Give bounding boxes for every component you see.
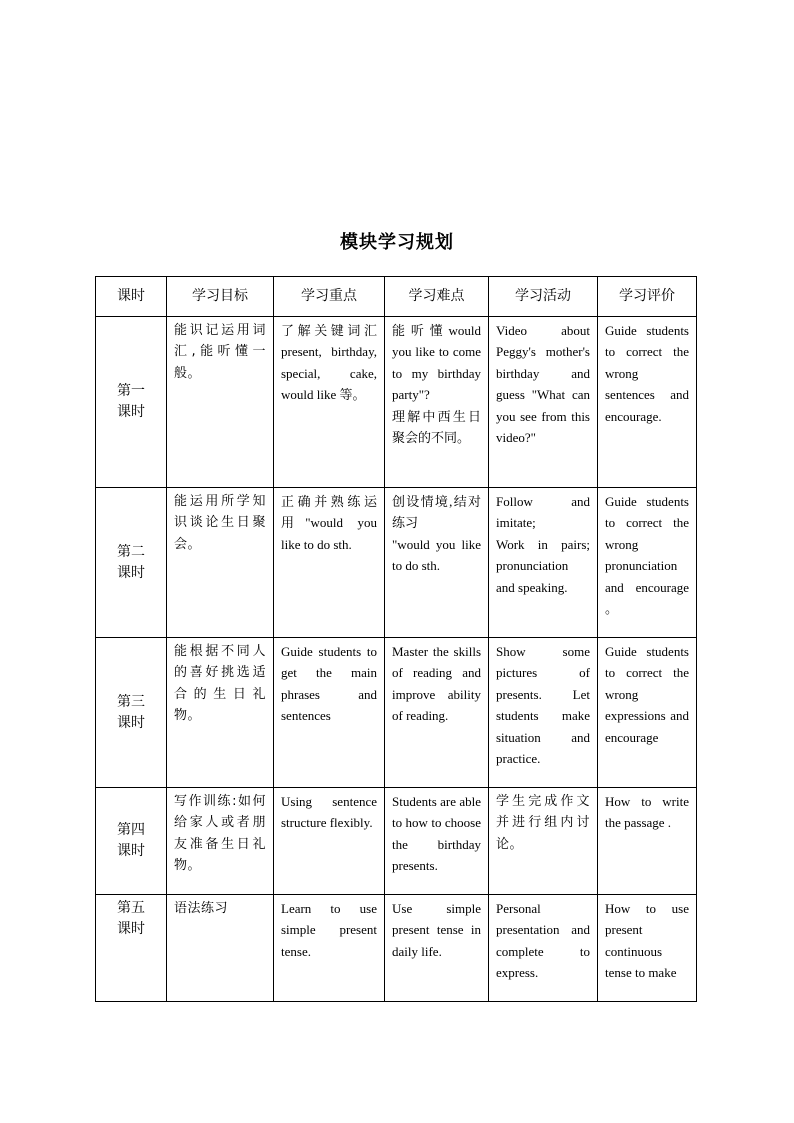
period-label: 第二 课时 <box>117 543 145 581</box>
header-evaluation: 学习评价 <box>598 277 697 317</box>
period-label: 第四 课时 <box>117 822 145 859</box>
study-plan-table <box>95 276 697 1002</box>
header-activity: 学习活动 <box>489 277 598 317</box>
table-row <box>96 488 697 638</box>
focus-cell <box>274 788 385 895</box>
focus-cell <box>274 638 385 788</box>
header-difficulty: 学习难点 <box>385 277 489 317</box>
period-cell <box>96 317 167 488</box>
goal-cell <box>167 788 274 895</box>
evaluation-cell <box>598 788 697 895</box>
difficulty-text: 能听懂would you like to come to my birthday party"? 理解中西生日聚会的不同。 <box>392 323 481 446</box>
goal-text: 能根据不同人的喜好挑选适合的生日礼物。 <box>174 644 266 724</box>
period-cell <box>96 488 167 638</box>
table-row <box>96 788 697 895</box>
evaluation-text: How to use present continuous tense to make <box>605 901 689 981</box>
evaluation-text: How to write the passage . <box>605 794 689 831</box>
focus-cell <box>274 488 385 638</box>
goal-text: 能运用所学知识谈论生日聚会。 <box>174 494 266 552</box>
focus-text: 正确并熟练运用"would you like to do sth. <box>281 494 377 552</box>
goal-text: 语法练习 <box>174 901 229 916</box>
evaluation-cell <box>598 638 697 788</box>
focus-cell <box>274 317 385 488</box>
period-label: 第一 课时 <box>117 383 145 420</box>
focus-text: Guide students to get the main phrases and sentences <box>281 644 377 724</box>
table-header-row <box>96 277 697 317</box>
page-title: 模块学习规划 <box>340 232 454 253</box>
goal-text: 写作训练:如何给家人或者朋友准备生日礼物。 <box>174 794 266 874</box>
activity-text: Video about Peggy's mother's birthday and guess "What can you see from this video?" <box>496 323 590 446</box>
evaluation-cell <box>598 895 697 1002</box>
activity-cell <box>489 488 598 638</box>
evaluation-cell <box>598 488 697 638</box>
goal-cell <box>167 638 274 788</box>
difficulty-text: 创设情境,结对练习 "would you like to do sth. <box>392 494 481 574</box>
goal-cell <box>167 317 274 488</box>
period-cell <box>96 895 167 1002</box>
activity-cell <box>489 895 598 1002</box>
difficulty-cell <box>385 788 489 895</box>
activity-text: Show some pictures of presents. Let students make situation and practice. <box>496 644 590 767</box>
evaluation-cell <box>598 317 697 488</box>
table-row <box>96 317 697 488</box>
focus-text: Using sentence structure flexibly. <box>281 794 377 831</box>
activity-text: Personal presentation and complete to express. <box>496 901 590 981</box>
focus-text: Learn to use simple present tense. <box>281 901 377 959</box>
table-row <box>96 638 697 788</box>
difficulty-text: Students are able to how to choose the birthday presents. <box>392 794 481 874</box>
difficulty-text: Master the skills of reading and improve ability of reading. <box>392 644 481 724</box>
difficulty-cell <box>385 638 489 788</box>
activity-cell <box>489 788 598 895</box>
period-cell <box>96 788 167 895</box>
evaluation-text: Guide students to correct the wrong expressions and encourage <box>605 644 689 745</box>
focus-text: 了解关键词汇present, birthday, special, cake, would like 等。 <box>281 323 377 403</box>
evaluation-text: Guide students to correct the wrong pronunciation and encourage 。 <box>605 494 689 617</box>
goal-cell <box>167 895 274 1002</box>
header-period: 课时 <box>96 277 167 317</box>
header-focus: 学习重点 <box>274 277 385 317</box>
activity-text: Follow and imitate; Work in pairs; pronunciation and speaking. <box>496 494 590 595</box>
period-cell <box>96 638 167 788</box>
evaluation-text: Guide students to correct the wrong sentences and encourage. <box>605 323 689 424</box>
period-label: 第五 课时 <box>117 900 145 937</box>
activity-cell <box>489 317 598 488</box>
goal-cell <box>167 488 274 638</box>
difficulty-cell <box>385 317 489 488</box>
activity-cell <box>489 638 598 788</box>
period-label: 第三 课时 <box>117 693 145 731</box>
difficulty-cell <box>385 488 489 638</box>
header-goal: 学习目标 <box>167 277 274 317</box>
focus-cell <box>274 895 385 1002</box>
goal-text: 能识记运用词汇,能听懂一般。 <box>174 323 266 381</box>
table-row <box>96 895 697 1002</box>
difficulty-cell <box>385 895 489 1002</box>
difficulty-text: Use simple present tense in daily life. <box>392 901 481 959</box>
activity-text: 学生完成作文并进行组内讨论。 <box>496 794 590 852</box>
